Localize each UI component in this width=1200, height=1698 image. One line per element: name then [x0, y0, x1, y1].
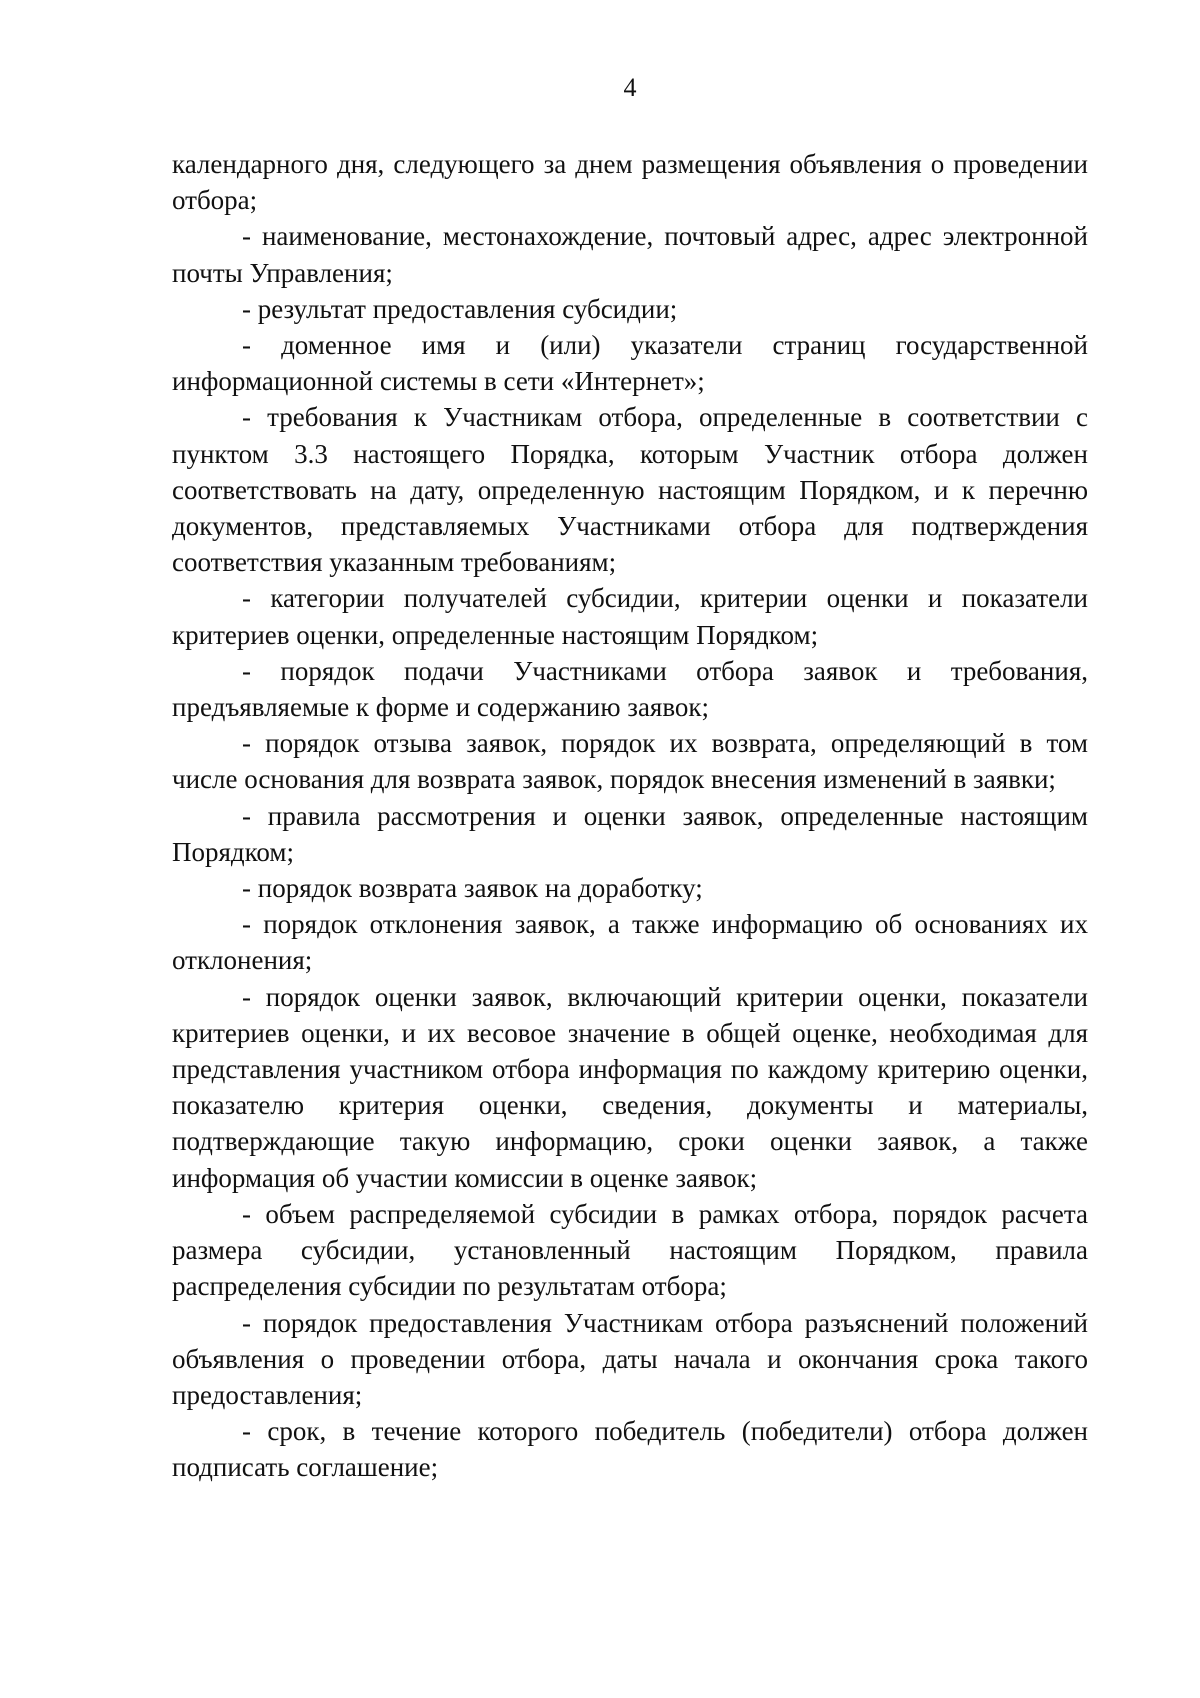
list-item-return-for-revision: - порядок возврата заявок на доработку;	[242, 873, 703, 904]
list-item-clarifications: - порядок предоставления Участникам отбора разъяснений положений объявления о проведении отбора, даты начала и окончания срока такого предоставления;	[172, 1307, 1088, 1410]
list-item-agreement-deadline: - срок, в течение которого победитель (победители) отбора должен подписать соглашение;	[172, 1416, 1088, 1483]
list-item-subsidy-volume: - объем распределяемой субсидии в рамках отбора, порядок расчета размера субсидии, установленный настоящим Порядком, правила распределения субсидии по результатам отбора;	[172, 1198, 1088, 1302]
list-item-review-rules: - правила рассмотрения и оценки заявок, определенные настоящим Порядком;	[172, 800, 1088, 867]
page-number: 4	[623, 73, 637, 102]
list-item-submission-procedure: - порядок подачи Участниками отбора заявок и требования, предъявляемые к форме и содержанию заявок;	[172, 655, 1088, 723]
list-item-withdrawal-procedure: - порядок отзыва заявок, порядок их возврата, определяющий в том числе основания для возврата заявок, порядок внесения изменений в заявки;	[172, 728, 1088, 795]
list-item-evaluation-procedure: - порядок оценки заявок, включающий критерии оценки, показатели критериев оценки, и их весовое значение в общей оценке, необходимая для представления участником отбора информация по каждому критерию оценки, показателю критерия оценки, сведения, документы и материалы, подтверждающие такую информацию, сроки оценки заявок, а также информация об участии комиссии в оценке заявок;	[172, 981, 1088, 1193]
list-item-rejection-procedure: - порядок отклонения заявок, а также информацию об основаниях их отклонения;	[172, 909, 1088, 976]
list-item-participant-requirements: - требования к Участникам отбора, определенные в соответствии с пунктом 3.3 настоящего Порядка, которым Участник отбора должен соответствовать на дату, определенную настоящим Порядком, и к перечню документов, представляемых Участниками отбора для подтверждения соответствия указанным требованиям;	[172, 402, 1088, 578]
list-item-domain-name: - доменное имя и (или) указатели страниц государственной информационной системы в сети «Интернет»;	[172, 330, 1088, 397]
list-item-subsidy-result: - результат предоставления субсидии;	[242, 293, 678, 324]
paragraph-continuation: календарного дня, следующего за днем размещения объявления о проведении отбора;	[172, 149, 1088, 216]
list-item-recipient-categories: - категории получателей субсидии, критерии оценки и показатели критериев оценки, определенные настоящим Порядком;	[172, 583, 1088, 650]
list-item-name-address: - наименование, местонахождение, почтовый адрес, адрес электронной почты Управления;	[172, 221, 1088, 288]
document-body	[172, 146, 1088, 1486]
